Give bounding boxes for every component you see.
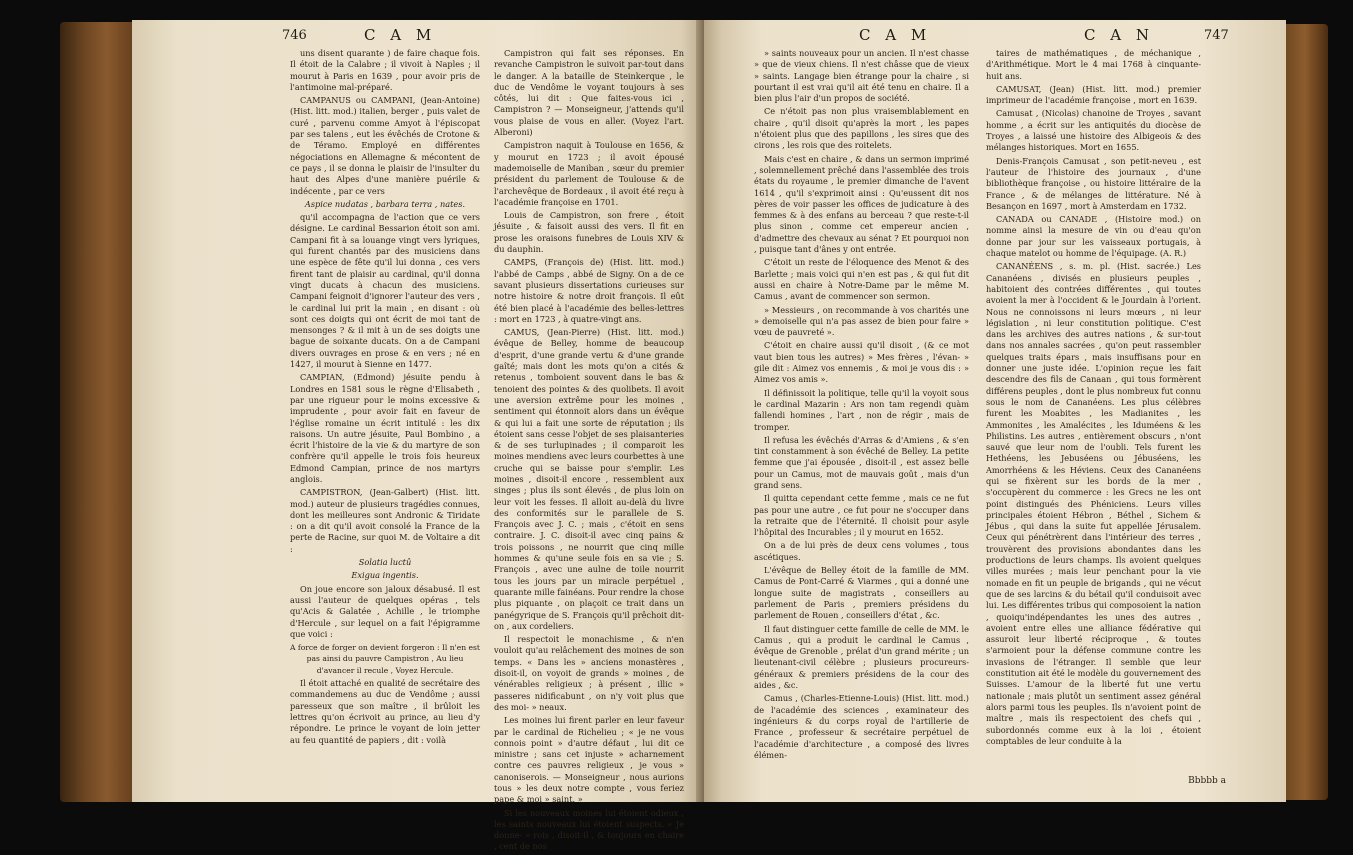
paragraph: Il définissoit la politique, telle qu'il la voyoit sous le cardinal Mazarin : Ars non tam regendi quàm fallendi homines , l'art , non de régir , mais de tromper.: [754, 387, 969, 432]
paragraph: C'étoit en chaire aussi qu'il disoit , (& ce mot vaut bien tous les autres) » Mes frères , l'évan- » gile dit : Aimez vos ennemis , & moi je vous dis : » Aimez vos amis ».: [754, 340, 969, 385]
paragraph: CAMPS, (François de) (Hist. litt. mod.) l'abbé de Camps , abbé de Signy. On a de ce savant plusieurs dissertations curieuses sur notre histoire & notre droit françois. Il eût été bien placé à l'académie des belles-lettres : mort en 1723 , à quatre-vingt ans.: [494, 257, 684, 324]
running-head-right-1: C A M: [859, 26, 932, 44]
paragraph: CAMUS, (Jean-Pierre) (Hist. litt. mod.) évêque de Belley, homme de beaucoup d'esprit, d'une grande vertu & d'une grande gaîté; mais dont les mots qu'on a cités & retenus , tomboient souvent dans le bas & tenoient des pointes & des quolibets. Il avoit une aversion extrême pour les moines , sentiment qui étonnoit alors dans un évêque & qui lui a fait une sorte de réputation ; ils étoient sans cesse l'objet de ses plaisanteries & de ses turlupinades ; il comparoit les moines mendiens avec leurs courbettes à une cruche qui se baisse pour s'emplir. Les moines , disoit-il encore , ressemblent aux singes ; plus ils sont élevés , de plus loin on leur voit les fesses. Il alloit au-delà du livre des conformités sur le parallele de S. François avec J. C. ; mais , c'étoit en sens contraire. J. C. disoit-il avec cinq pains & trois poissons , ne nourrit que cinq mille hommes & qu'une seule fois en sa vie ; S. François , avec une aulne de toile nourrit tous les jours par un miracle perpétuel , quarante mille fainéans. Pour rendre la chose plus piquante , on plaçoit ce trait dans un panégyrique de S. François qu'il prêchoit dit-on , aux cordeliers.: [494, 327, 684, 631]
paragraph: Il respectoit le monachisme , & n'en vouloit qu'au relâchement des moines de son temps. « Dans les » anciens monastères , disoit-il, on voyoit de grands » moines , de vénérables religieux ; à présent , illic » passeres nidificabunt , on n'y voit plus que des moi- » neaux.: [494, 634, 684, 712]
paragraph: CAMPIAN, (Edmond) jésuite pendu à Londres en 1581 sous le règne d'Elisabeth , par une rigueur pour le moins excessive & imprudente , pour avoir fait en faveur de l'église romaine un écrit intitulé : les dix raisons. Un autre jésuite, Paul Bombino , a écrit l'histoire de la vie & du martyre de son confrère qu'il appelle le trois fois heureux Edmond Campian, prince de nos martyrs anglois.: [290, 372, 480, 484]
paragraph: A force de forger on devient forgeron : Il n'en est pas ainsi du pauvre Campistron , Au lieu d'avancer il recule , Voyez Hercule.: [290, 643, 480, 675]
paragraph: Il étoit attaché en qualité de secrétaire des commandemens au duc de Vendôme ; aussi paresseux que son maître , il brûloit les lettres qu'on écrivoit au prince, au lieu d'y répondre. Le prince le voyant de loin jetter au feu quantité de papiers , dit : voilà: [290, 678, 480, 745]
paragraph: CAMUSAT, (Jean) (Hist. litt. mod.) premier imprimeur de l'académie françoise , mort en 1639.: [986, 83, 1201, 106]
paragraph: C'étoit un reste de l'éloquence des Menot & des Barlette ; mais voici qui n'en est pas , & qui fut dit aussi en chaire à Notre-Dame par le même M. Camus , avant de commencer son sermon.: [754, 257, 969, 302]
right-column-2: [986, 48, 1201, 749]
signature-mark: Bbbbb a: [1188, 776, 1226, 786]
paragraph: qu'il accompagna de l'action que ce vers désigne. Le cardinal Bessarion étoit son ami. Campani fit à sa louange vingt vers lyriques, qui furent chantés par des musiciens dans une espèce de fête qu'il lui donna , ces vers firent tant de plaisir au cardinal, qu'il donna vingt ducats à chacun des musiciens. Campani feignoit d'ignorer l'auteur des vers , le cardinal lui prit la main , en disant : où sont ces doigts qui ont écrit de moi tant de mensonges ? & il mit à un de ses doigts une bague de soixante ducats. On a de Campani divers ouvrages en prose & en vers ; né en 1427, il mourut à Sienne en 1477.: [290, 212, 480, 370]
page-number-left: 746: [282, 28, 307, 43]
paragraph: Denis-François Camusat , son petit-neveu , est l'auteur de l'histoire des journaux , d'une bibliothèque françoise , ou histoire littéraire de la France , & de mélanges de littérature. Né à Besançon en 1697 , mort à Amsterdam en 1732.: [986, 155, 1201, 211]
paragraph: Il faut distinguer cette famille de celle de MM. le Camus , qui a produit le cardinal le Camus , évêque de Grenoble , prélat d'un grand mérite ; un lieutenant-civil célèbre ; plusieurs procureurs-généraux & premiers présidens de la cour des aides , &c.: [754, 623, 969, 691]
paragraph: Il quitta cependant cette femme , mais ce ne fut pas pour une autre , ce fut pour ne s'occuper dans la retraite que de l'éternité. Il choisit pour asyle l'hôpital des Incurables ; il y mourut en 1652.: [754, 493, 969, 538]
paragraph: » Messieurs , on recommande à vos charités une » demoiselle qui n'a pas assez de bien pour faire » vœu de pauvreté ».: [754, 304, 969, 338]
paragraph: Exigua ingentis.: [351, 570, 419, 581]
running-head-left: C A M: [364, 26, 437, 44]
paragraph: Louis de Campistron, son frere , étoit jésuite , & faisoit aussi des vers. Il fit en prose les oraisons funebres de Louis XIV & du dauphin.: [494, 210, 684, 255]
paragraph: On a de lui près de deux cens volumes , tous ascétiques.: [754, 540, 969, 562]
paragraph: Campistron naquit à Toulouse en 1656, & y mourut en 1723 ; il avoit épousé mademoiselle de Maniban , sœur du premier président du parlement de Toulouse & de l'archevêque de Bordeaux , il avoit été reçu à l'académie françoise en 1701.: [494, 140, 684, 207]
paragraph: Solatia luctû: [358, 557, 412, 568]
paragraph: CANANÉENS , s. m. pl. (Hist. sacrée.) Les Cananéens , divisés en plusieurs peuples , habitoient des contrées différentes , qui toutes avoient la mer à l'occident & le Jourdain à l'orient. Nous ne connoissons ni leurs mœurs , ni leur législation , ni leur constitution politique. C'est dans les archives des autres nations , & sur-tout dans nos annales sacrées , qu'on peut rassembler quelques traits épars , mais insuffisans pour en donner une juste idée. L'opinion reçue les fait descendre des fils de Canaan , qui tous formèrent différens peuples , dont le plus nombreux fut connu sous le nom de Cananéens. Les plus célèbres furent les Moabites , les Madianites , les Ammonites , les Amalécites , les Iduméens & les Philistins. Les autres , entièrement obscurs , n'ont sauvé que leur nom de l'oubli. Tels furent les Hethéens, les Jebuséens ou Jébuséens, les Amorrhéens & les Héviens. Ceux des Cananéens qui se fixèrent sur les bords de la mer , s'occupèrent du commerce : les Grecs ne les ont point distingués des Phéniciens. Leurs villes principales étoient Hébron , Béthel , Sichem & Jébus , qui dans la suite fut appellée Jérusalem. Ceux qui pénétrèrent dans l'intérieur des terres , trouvèrent des provisions abondantes dans les productions de leurs champs. Ils avoient quelques villes murées ; mais leur penchant pour la vie nomade en fit un peuple de brigands , qui ne vécut que de ses larcins & du bétail qu'il conduisoit avec lui. Les différentes tribus qui composoient la nation , quoiqu'indépendantes les unes des autres , avoient entre elles une alliance fédérative qui assuroit leur liberté réciproque , & toutes s'armoient pour la défense commune contre les invasions de l'étranger. Il semble que leur constitution ait été le modèle du gouvernement des Suisses. L'amour de la liberté fut une vertu nationale ; mais plutôt un sentiment assez général alors parmi tous les peuples. Ils n'avoient point de maître , mais ils respectoient des chefs qui , subordonnés comme eux à la loi , étoient comptables de leur conduite à la: [986, 261, 1201, 746]
left-column-2: [494, 48, 684, 855]
paragraph: CAMPANUS ou CAMPANI, (Jean-Antoine) (Hist. litt. mod.) italien, berger , puis valet de curé , parvenu comme Amyot à l'épiscopat par ses talens , eut les évêchés de Crotone & de Téramo. Employé en différentes négociations en Allemagne & mécontent de ce pays , il se donna le plaisir de l'insulter du haut des Alpes d'une manière puérile & indécente , par ce vers: [290, 95, 480, 196]
paragraph: Les moines lui firent parler en leur faveur par le cardinal de Richelieu ; « je ne vous connois point » d'autre défaut , lui dit ce ministre ; sans cet injuste » acharnement contre ces pauvres religieux , je vous » canoniserois. — Monseigneur , nous aurions tous » les deux notre compte , vous feriez pape & moi » saint. »: [494, 715, 684, 805]
left-page-edges: [60, 22, 138, 802]
left-column-1: [290, 48, 480, 748]
paragraph: taires de mathématiques , de méchanique , d'Arithmétique. Mort le 4 mai 1768 à cinquante-huit ans.: [986, 48, 1201, 81]
paragraph: » saints nouveaux pour un ancien. Il n'est chasse » que de vieux chiens. Il n'est châsse que de vieux » saints. Langage bien étrange pour la chaire , si pourtant il est vrai qu'il ait été tenu en chaire. Il a bien plus l'air d'un propos de société.: [754, 48, 969, 104]
paragraph: uns disent quarante ) de faire chaque fois. Il étoit de la Calabre ; il vivoit à Naples ; il mourut à Paris en 1639 , pour avoir pris de l'antimoine mal-préparé.: [290, 48, 480, 92]
right-page: [704, 20, 1286, 802]
open-book: [60, 16, 1328, 852]
paragraph: Si les nouveaux moines lui étoient odieux , les saints nouveaux lui étoient suspects. « Je donne- » rois , disoit-il , & toujours en chaire , cent de nos: [494, 807, 684, 852]
paragraph: Il refusa les évêchés d'Arras & d'Amiens , & s'en tint constamment à son évêché de Belley. La petite femme que j'ai épousée , disoit-il , est assez belle pour un Camus, mot de mauvais goût , mais d'un grand sens.: [754, 434, 969, 490]
paragraph: Camusat , (Nicolas) chanoine de Troyes , savant homme , a écrit sur les antiquités du diocèse de Troyes , a laissé une histoire des Albigeois & des mélanges historiques. Mort en 1655.: [986, 108, 1201, 153]
running-head-right-2: C A N: [1084, 26, 1154, 44]
paragraph: Aspice nudatas , barbara terra , nates.: [304, 198, 466, 209]
left-page: [132, 20, 704, 852]
page-number-right: 747: [1204, 28, 1229, 43]
paragraph: Mais c'est en chaire , & dans un sermon imprimé , solemnellement prêché dans l'assemblée des trois états du royaume , le premier dimanche de l'avent 1614 , qu'il s'exprimoit ainsi : Qu'eussent dit nos pères de voir passer les offices de judicature à des femmes & à des enfans au berceau ? que reste-t-il plus sinon , comme cet empereur ancien , d'admettre des chevaux au sénat ? Et pourquoi non , puisque tant d'ânes y ont entrée.: [754, 153, 969, 255]
paragraph: Camus , (Charles-Etienne-Louis) (Hist. litt. mod.) de l'académie des sciences , examinateur des ingénieurs & du corps royal de l'artillerie de France , professeur & secrétaire perpétuel de l'académie d'architecture , a composé des livres élémen-: [754, 693, 969, 760]
paragraph: Campistron qui fait ses réponses. En revanche Campistron le suivoit par-tout dans le danger. A la bataille de Steinkerque , le duc de Vendôme le voyant toujours à ses côtés, lui dit : Que faites-vous ici , Campistron ? — Monseigneur, j'attends qu'il vous plaise de vous en aller. (Voyez l'art. Alberoni): [494, 48, 684, 138]
paragraph: CAMPISTRON, (Jean-Galbert) (Hist. litt. mod.) auteur de plusieurs tragédies connues, dont les meilleures sont Andronic & Tiridate : on a dit qu'il avoit consolé la France de la perte de Racine, sur quoi M. de Voltaire a dit :: [290, 487, 480, 554]
paragraph: CANADA ou CANADE , (Histoire mod.) on nomme ainsi la mesure de vin ou d'eau qu'on donne par jour sur les vaisseaux portugais, à chaque matelot ou homme de l'équipage. (A. R.): [986, 214, 1201, 259]
right-column-1: [754, 48, 969, 763]
paragraph: On joue encore son jaloux désabusé. Il est aussi l'auteur de quelques opéras , tels qu'Acis & Galatée , Achille , le triomphe d'Hercule , sur lequel on a fait l'épigramme que voici :: [290, 583, 480, 639]
paragraph: Ce n'étoit pas non plus vraisemblablement en chaire , qu'il disoit qu'après la mort , les papes n'étoient plus que des papillons , les sires que des cirons , les rois que des roitelets.: [754, 106, 969, 151]
paragraph: L'évêque de Belley étoit de la famille de MM. Camus de Pont-Carré & Viarmes , qui a donné une longue suite de magistrats , conseillers au parlement de Paris , premiers présidens du parlement de Rouen , conseillers d'état , &c.: [754, 565, 969, 621]
right-page-edges: [1282, 24, 1328, 800]
